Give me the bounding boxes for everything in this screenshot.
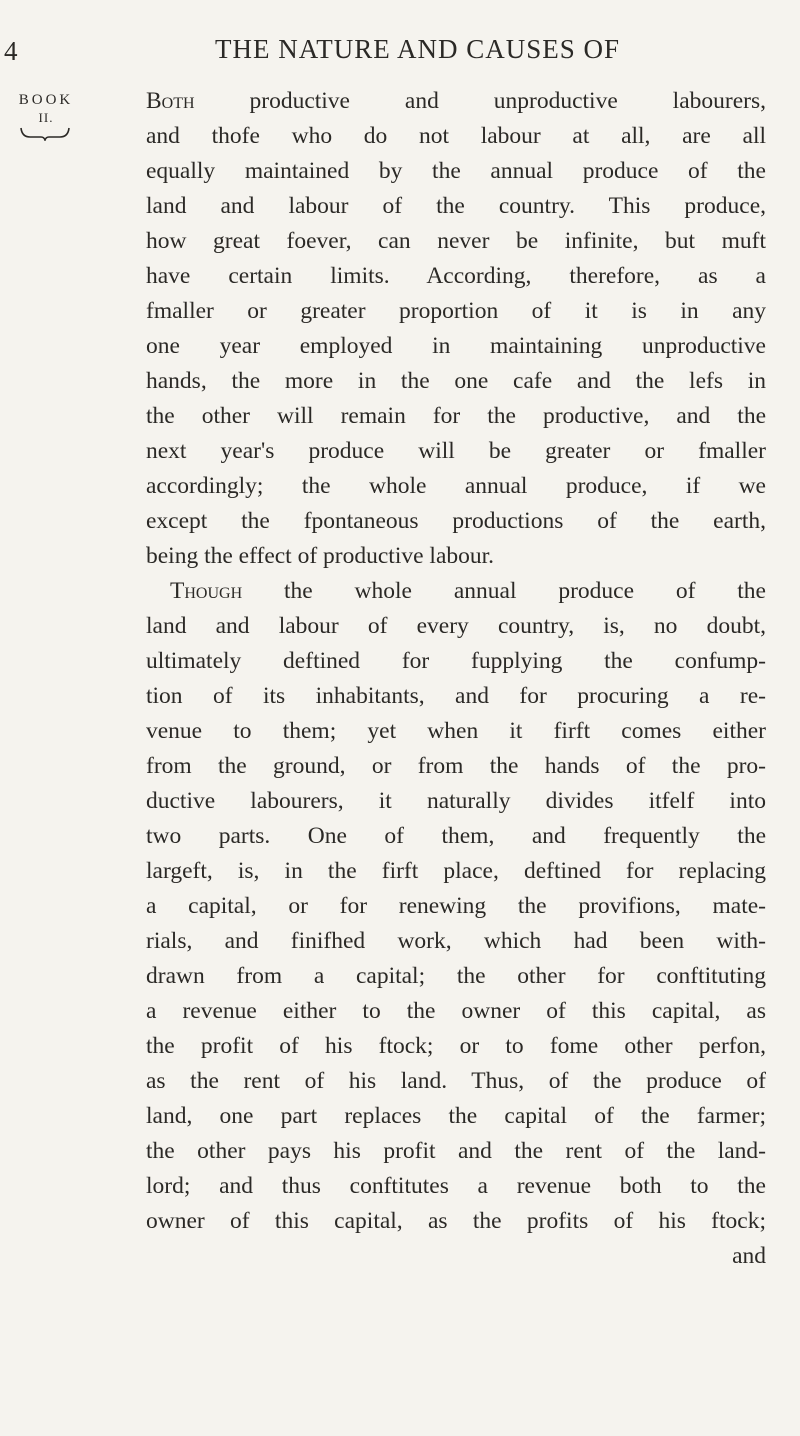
- volume-number: II.: [38, 110, 54, 125]
- text-line: the other pays his profit and the rent of the land-: [146, 1138, 766, 1164]
- text-line: land and labour of every country, is, no doubt,: [146, 613, 766, 639]
- text-line: owner of this capital, as the profits of his ftock;: [146, 1208, 766, 1234]
- text-line: equally maintained by the annual produce of the: [146, 158, 766, 184]
- running-head: THE NATURE AND CAUSES OF: [215, 34, 621, 64]
- text-line: a revenue either to the owner of this capital, as: [146, 998, 766, 1024]
- text-line: one year employed in maintaining unproductive: [146, 333, 766, 359]
- text-line: ultimately deftined for fupplying the confump-: [146, 648, 766, 674]
- catchword: and: [732, 1243, 766, 1269]
- text-line: tion of its inhabitants, and for procuring a re-: [146, 683, 766, 709]
- text-line: accordingly; the whole annual produce, if we: [146, 473, 766, 499]
- text-line: next year's produce will be greater or fmaller: [146, 438, 766, 464]
- text-line: land, one part replaces the capital of the farmer;: [146, 1103, 766, 1129]
- text-line: fmaller or greater proportion of it is in any: [146, 298, 766, 324]
- margin-note: [0, 92, 92, 126]
- text-line: hands, the more in the one cafe and the lefs in: [146, 368, 766, 394]
- text-line: the profit of his ftock; or to fome other perfon,: [146, 1033, 766, 1059]
- text-line: Both productive and unproductive labourers,: [146, 88, 766, 114]
- text-line: except the fpontaneous productions of the earth,: [146, 508, 766, 534]
- brace-ornament: [20, 127, 70, 141]
- text-line: Though the whole annual produce of the: [170, 578, 766, 604]
- text-line: largeft, is, in the firft place, deftined for replacing: [146, 858, 766, 884]
- page-number: 4: [4, 36, 18, 66]
- paragraph-1: [146, 84, 766, 574]
- text-line: land and labour of the country. This produce,: [146, 193, 766, 219]
- text-line: two parts. One of them, and frequently the: [146, 823, 766, 849]
- text-line: a capital, or for renewing the provifions, mate-: [146, 893, 766, 919]
- text-line: being the effect of productive labour.: [146, 543, 495, 569]
- text-line: rials, and finifhed work, which had been with-: [146, 928, 766, 954]
- text-line: how great foever, can never be infinite, but muft: [146, 228, 766, 254]
- body-text: [146, 84, 766, 1274]
- text-line: ductive labourers, it naturally divides itfelf into: [146, 788, 766, 814]
- paragraph-2: [146, 574, 766, 1239]
- text-line: as the rent of his land. Thus, of the produce of: [146, 1068, 766, 1094]
- text-line: and thofe who do not labour at all, are all: [146, 123, 766, 149]
- text-line: from the ground, or from the hands of the pro-: [146, 753, 766, 779]
- text-line: lord; and thus conftitutes a revenue both to the: [146, 1173, 766, 1199]
- book-label: BOOK: [18, 92, 74, 108]
- text-line: venue to them; yet when it firft comes either: [146, 718, 766, 744]
- text-line: drawn from a capital; the other for conftituting: [146, 963, 766, 989]
- text-line: have certain limits. According, therefore, as a: [146, 263, 766, 289]
- text-line: the other will remain for the productive, and the: [146, 403, 766, 429]
